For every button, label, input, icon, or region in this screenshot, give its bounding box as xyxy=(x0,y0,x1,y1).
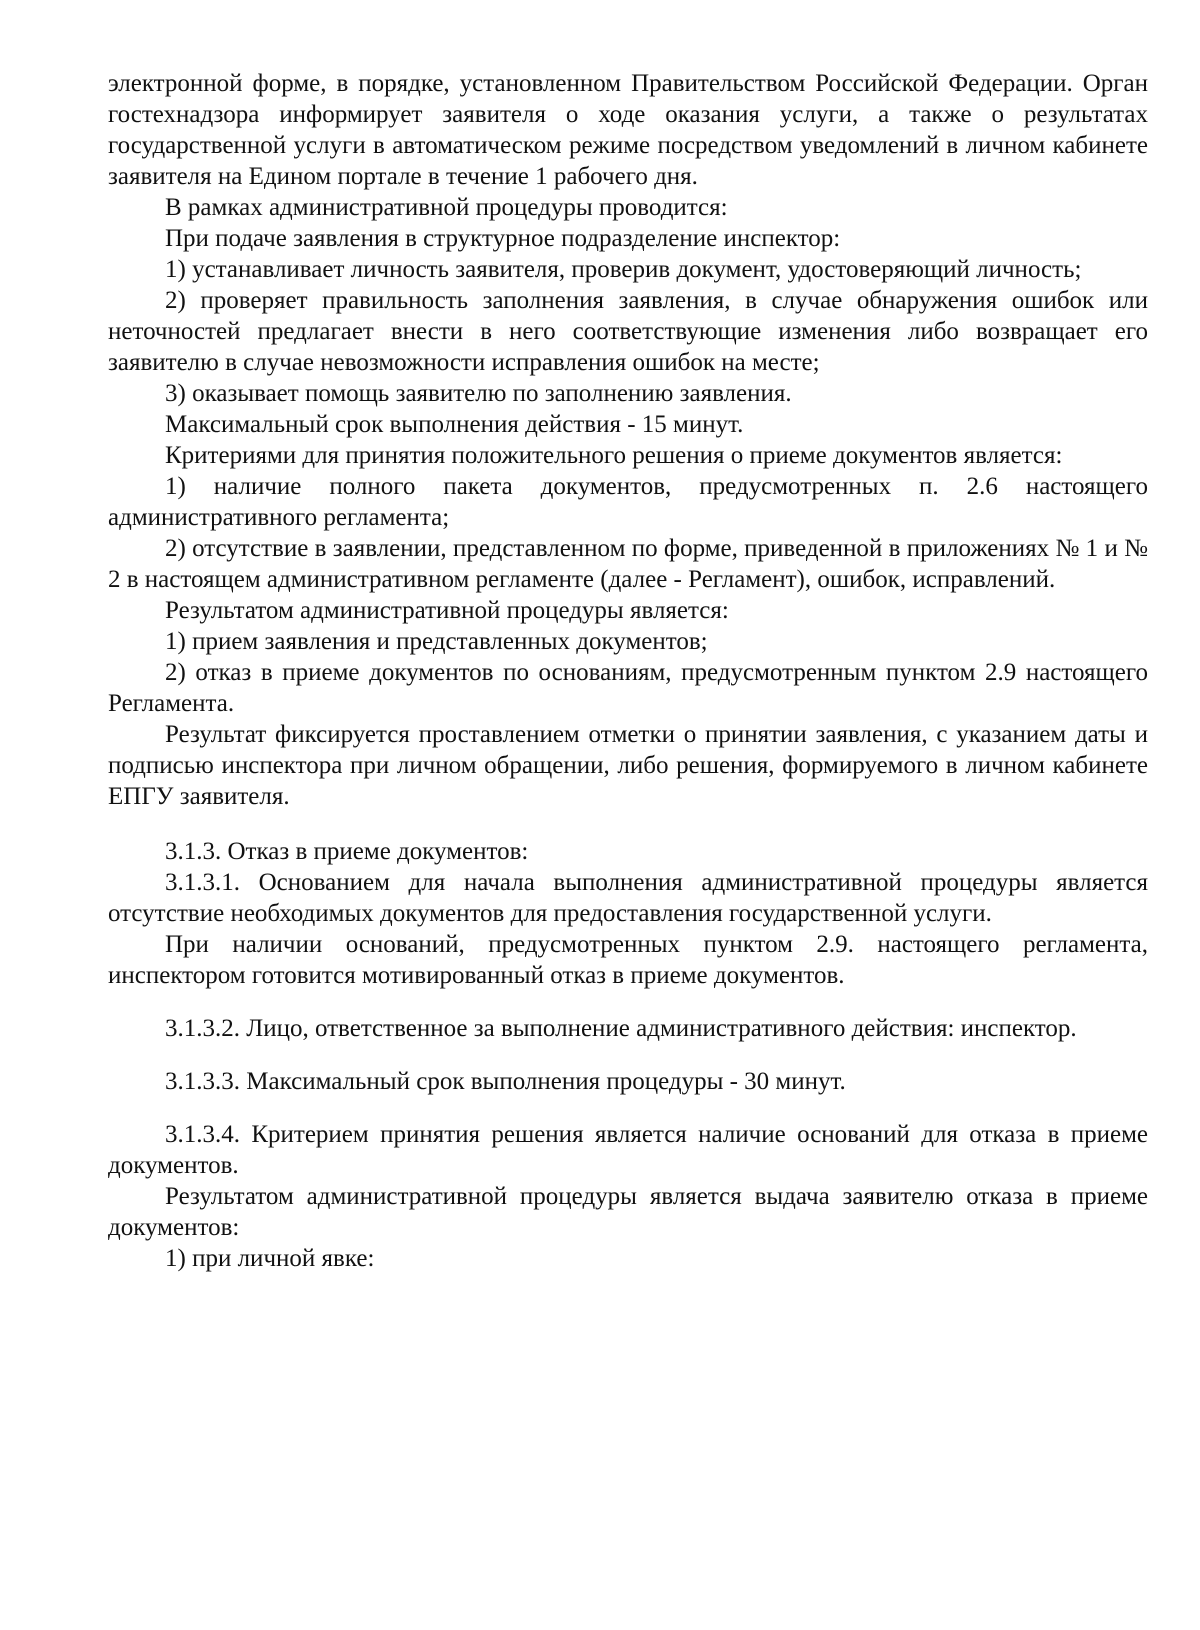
paragraph-gap xyxy=(108,991,1148,1013)
paragraph: Результат фиксируется проставлением отметки о принятии заявления, с указанием даты и подписью инспектора при личном обращении, либо решения, формируемого в личном кабинете ЕПГУ заявителя. xyxy=(108,721,1148,810)
document-page xyxy=(108,68,1148,1274)
paragraph: 3.1.3.4. Критерием принятия решения является наличие оснований для отказа в приеме документов. xyxy=(108,1121,1148,1179)
paragraph: При наличии оснований, предусмотренных пунктом 2.9. настоящего регламента, инспектором готовится мотивированный отказ в приеме документов. xyxy=(108,931,1148,989)
paragraph-gap xyxy=(108,1097,1148,1119)
paragraph: 3.1.3.1. Основанием для начала выполнения административной процедуры является отсутствие необходимых документов для предоставления государственной услуги. xyxy=(108,869,1148,927)
paragraph-gap xyxy=(108,1044,1148,1066)
paragraph: Результатом административной процедуры является: xyxy=(165,597,729,624)
list-item: 1) наличие полного пакета документов, предусмотренных п. 2.6 настоящего административного регламента; xyxy=(108,473,1148,531)
list-item: 3) оказывает помощь заявителю по заполнению заявления. xyxy=(165,380,792,407)
paragraph: электронной форме, в порядке, установленном Правительством Российской Федерации. Орган гостехнадзора информирует заявителя о ходе оказания услуги, а также о результатах государственной услуги в автоматическом режиме посредством уведомлений в личном кабинете заявителя на Едином портале в течение 1 рабочего дня. xyxy=(108,70,1148,190)
list-item: 1) устанавливает личность заявителя, проверив документ, удостоверяющий личность; xyxy=(165,256,1082,283)
paragraph: Максимальный срок выполнения действия - 15 минут. xyxy=(165,411,744,438)
paragraph: В рамках административной процедуры проводится: xyxy=(165,194,728,221)
paragraph: 3.1.3.2. Лицо, ответственное за выполнение административного действия: инспектор. xyxy=(165,1015,1077,1042)
paragraph: Результатом административной процедуры является выдача заявителю отказа в приеме документов: xyxy=(108,1183,1148,1241)
list-item: 2) проверяет правильность заполнения заявления, в случае обнаружения ошибок или неточностей предлагает внести в него соответствующие изменения либо возвращает его заявителю в случае невозможности исправления ошибок на месте; xyxy=(108,287,1148,376)
paragraph: Критериями для принятия положительного решения о приеме документов является: xyxy=(165,442,1063,469)
list-item: 2) отказ в приеме документов по основаниям, предусмотренным пунктом 2.9 настоящего Регламента. xyxy=(108,659,1148,717)
paragraph-gap xyxy=(108,812,1148,836)
section-heading: 3.1.3. Отказ в приеме документов: xyxy=(165,838,529,865)
list-item: 1) при личной явке: xyxy=(165,1245,375,1272)
paragraph: При подаче заявления в структурное подразделение инспектор: xyxy=(165,225,841,252)
list-item: 2) отсутствие в заявлении, представленном по форме, приведенной в приложениях № 1 и № 2 в настоящем административном регламенте (далее - Регламент), ошибок, исправлений. xyxy=(108,535,1148,593)
list-item: 1) прием заявления и представленных документов; xyxy=(165,628,708,655)
paragraph: 3.1.3.3. Максимальный срок выполнения процедуры - 30 минут. xyxy=(165,1068,846,1095)
